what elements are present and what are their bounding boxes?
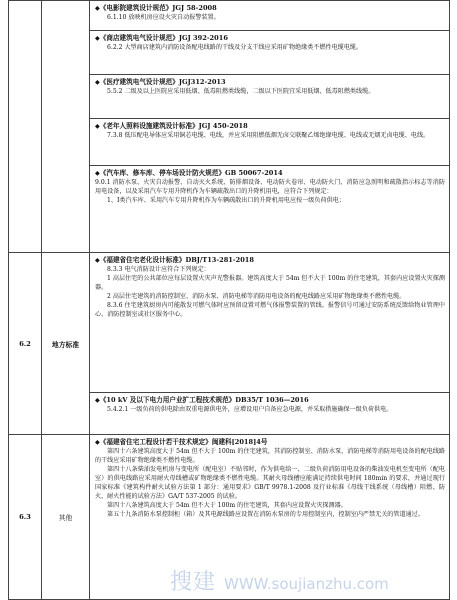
std-clause: 第五十九条消防水泵控制柜（箱）及其电源线路应设置在消防水泵房的专用控制室内，控制室内严禁无关的管道通过。 — [107, 510, 424, 518]
std-block — [90, 393, 449, 434]
std-clause: 7.3.8 低压配电导体应采用铜芯电缆、电线，并应采用阻燃低烟无卤交联聚乙烯绝缘电缆、电线或无烟无卤电缆、电线。 — [107, 132, 430, 140]
std-block — [90, 1, 449, 31]
std-title: ◆《电影院建筑设计规范》JGJ 58-2008 — [95, 4, 217, 12]
std-title: ◆《福建省住宅工程设计若干技术规定》闽建科[2018]4号 — [95, 438, 268, 446]
std-title: ◆《汽车库、修车库、停车场设计防火规范》GB 50067-2014 — [95, 169, 283, 177]
std-block — [90, 75, 449, 119]
std-block — [90, 166, 449, 252]
std-clause: 第四十八条建筑高度大于 54m 但不大于 100m 的住宅建筑，其套内应设置火灾探测器。 — [107, 501, 347, 509]
std-clause: 5.4.2.1 一级负荷的供电除由双重电源供电外，应增设用户自备应急电源，并采取措施确保一级负荷供电。 — [107, 406, 393, 414]
std-clause: 8.3.6 住宅建筑厨房内可能散发可燃气体时应预留设置可燃气体报警装置的管线。报警信号可通过安防系统反馈给物业管理中心、消防控制室或社区服务中心。 — [95, 301, 445, 318]
std-title: ◆《10 kV 及以下电力用户业扩工程技术规范》DB35/T 1036—2016 — [95, 396, 309, 404]
std-clause: 2 高层住宅建筑的消防控制室、消防水泵、消防电梯等消防用电设备的配电线路应采用矿物绝缘类不燃性电缆。 — [107, 292, 406, 300]
std-title: ◆《商店建筑电气设计规范》JGJ 392-2016 — [95, 34, 228, 42]
std-clause: 1、Ⅰ类汽车库、采用汽车专用升降机作为车辆疏散出口的升降机用电应按一级负荷供电； — [107, 197, 345, 205]
std-title: ◆《福建省住宅老化设计标准》DBJ/T13-281-2018 — [95, 256, 254, 264]
std-clause: 6.1.10 放映机房应设火灾自动报警装置。 — [107, 14, 220, 22]
watermark — [170, 565, 389, 596]
std-clause: 5.5.2 二级及以上医院应采用低烟、低毒阻燃类线缆，二级以下医院宜采用低烟、低毒阻燃类线缆。 — [107, 88, 375, 96]
std-clause: 第四十六条建筑高度大于 54m 但不大于 100m 的住宅建筑，其消防控制室、消防水泵、消防电梯等消防用电设备的配电线路的干线应采用矿物绝缘类不燃性电缆。 — [95, 448, 445, 465]
std-clause: 6.2.2 大型商店建筑内消防设备配电线路的干线及分支干线应采用矿物绝缘类不燃性电缆电缆。 — [107, 44, 363, 52]
section-61-content — [90, 1, 450, 253]
standards-table — [8, 0, 450, 600]
std-clause: 8.3.3 电气消防设计应符合下列规定： — [107, 266, 210, 274]
section-63-category: 其他 — [42, 435, 90, 600]
std-block — [90, 253, 449, 393]
std-block — [90, 119, 449, 166]
section-61-category-cell — [42, 1, 90, 253]
watermark-url: WWW.soujianzhu.com — [224, 575, 389, 593]
std-title: ◆《医疗建筑电气设计规范》JGJ312-2013 — [95, 78, 226, 86]
std-block — [90, 31, 449, 75]
std-clause: 第四十八条柴油发电机房与变电所（配电室）不贴邻时，作为供电给一、二级负荷消防用电设备的柴油发电机至变电所（配电室）的供电线路应采用耐火母线槽或矿物绝缘类不燃性电缆。其耐火母线槽应能满足持续供电时间 180min 的要求，并通过现行国家标准《建筑构件耐火试验方法第 1 部分：通用要求》GB/T 9978.1-2008 及行业标准《母线干线系统（母线槽）阻燃、防火、耐火性能的试验方法》GA/T 537-2005 的试验。 — [95, 466, 445, 500]
std-clause: 1 高层住宅的公共部位应每层设置火灾声光警报器。建筑高度大于 54m 但不大于 100m 的住宅建筑，其套内应设置火灾探测器。 — [95, 275, 445, 292]
section-63-number: 6.3 — [9, 435, 42, 600]
section-62-content — [90, 253, 450, 435]
section-62-category: 地方标准 — [42, 253, 90, 435]
section-62-number: 6.2 — [9, 253, 42, 435]
std-clause: 9.0.1 消防水泵、火灾自动报警、自动灭火系统、防排烟设备、电动防火卷帘、电动防火门、消防应急照明和疏散指示标志等消防用电设备，以及采用汽车专用升降机作为车辆疏散出口的升降机用电，应符合下列规定： — [95, 179, 445, 196]
section-61-number-cell — [9, 1, 42, 253]
std-title: ◆《老年人照料设施建筑设计标准》JGJ 450-2018 — [95, 122, 248, 130]
section-62-row — [9, 253, 450, 435]
watermark-cjk: 搜建 — [170, 570, 217, 595]
section-61-row — [9, 1, 450, 253]
